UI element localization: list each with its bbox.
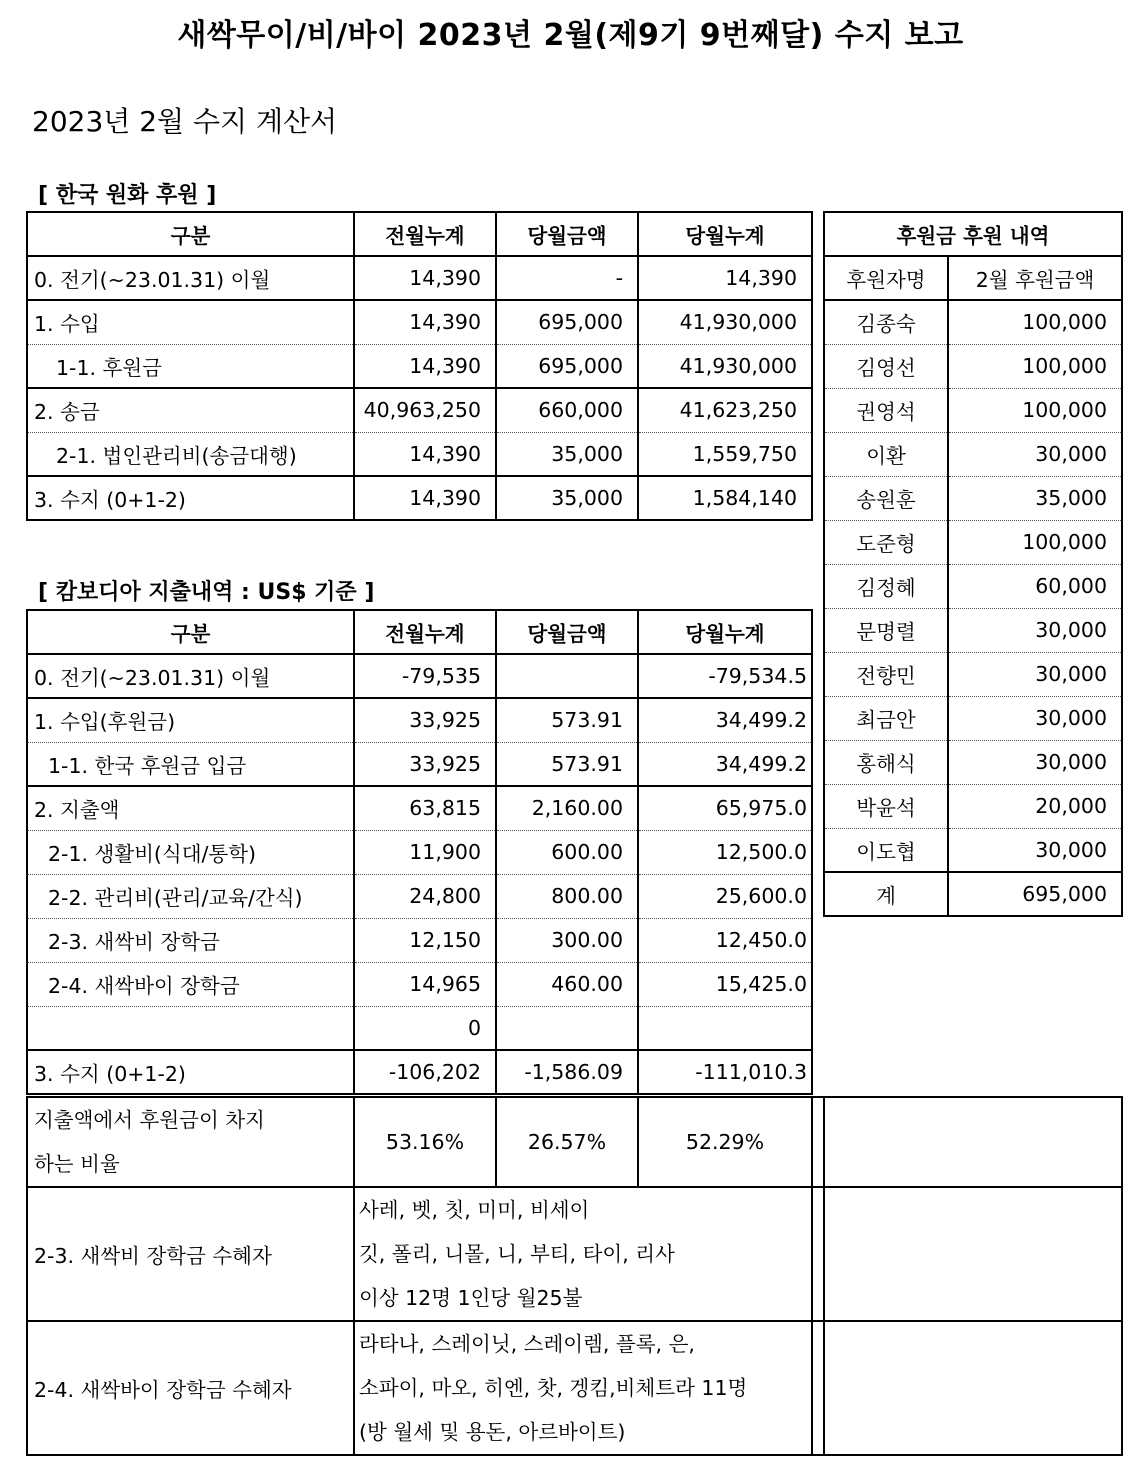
usd-row-prev: 24,800 — [354, 874, 496, 918]
krw-row-cur: 35,000 — [496, 432, 638, 476]
donor-total-label: 계 — [824, 872, 948, 916]
krw-row-total: 41,930,000 — [638, 300, 812, 344]
usd-row — [27, 654, 812, 698]
donor-name: 김영선 — [824, 344, 948, 388]
ratio-label-line1: 지출액에서 후원금이 차지 — [34, 1108, 265, 1132]
recipients-bai-list — [354, 1321, 812, 1455]
donor-row — [824, 432, 1122, 476]
donor-name: 박윤석 — [824, 784, 948, 828]
donor-row — [824, 300, 1122, 344]
usd-row-prev: 11,900 — [354, 830, 496, 874]
donor-amount: 30,000 — [948, 432, 1122, 476]
spacer-cell — [812, 1187, 824, 1321]
recipients-bi-row — [27, 1187, 1122, 1321]
usd-row-cur: 573.91 — [496, 698, 638, 742]
krw-row-label: 2-1. 법인관리비(송금대행) — [27, 432, 354, 476]
donor-row — [824, 476, 1122, 520]
usd-row-label: 2-1. 생활비(식대/통학) — [27, 830, 354, 874]
usd-row — [27, 830, 812, 874]
empty-cell — [824, 1097, 1122, 1187]
donor-amount: 20,000 — [948, 784, 1122, 828]
donor-amount: 60,000 — [948, 564, 1122, 608]
recipients-bai-row — [27, 1321, 1122, 1455]
krw-row-label: 2. 송금 — [27, 388, 354, 432]
krw-header-category: 구분 — [27, 212, 354, 256]
page-title: 새싹무이/비/바이 2023년 2월(제9기 9번째달) 수지 보고 — [177, 18, 964, 53]
donor-name: 전향민 — [824, 652, 948, 696]
krw-row-prev: 14,390 — [354, 476, 496, 520]
krw-header-row — [27, 212, 812, 256]
usd-header-category: 구분 — [27, 610, 354, 654]
donor-header-amount: 2월 후원금액 — [948, 256, 1122, 300]
ratio-cur: 26.57% — [496, 1097, 638, 1187]
krw-row-prev: 14,390 — [354, 256, 496, 300]
usd-row-total: -111,010.3 — [638, 1050, 812, 1094]
usd-row — [27, 742, 812, 786]
krw-row-label: 1. 수입 — [27, 300, 354, 344]
usd-row-label: 3. 수지 (0+1-2) — [27, 1050, 354, 1094]
usd-row-label — [27, 1006, 354, 1050]
recipients-bi-label: 2-3. 새싹비 장학금 수혜자 — [27, 1187, 354, 1321]
krw-row — [27, 432, 812, 476]
usd-row-total: 12,450.0 — [638, 918, 812, 962]
usd-row-label: 0. 전기(~23.01.31) 이월 — [27, 654, 354, 698]
donor-name: 김정혜 — [824, 564, 948, 608]
donor-amount: 100,000 — [948, 300, 1122, 344]
recipients-bi-list — [354, 1187, 812, 1321]
usd-row — [27, 786, 812, 830]
donor-amount: 100,000 — [948, 388, 1122, 432]
usd-header-total: 당월누계 — [638, 610, 812, 654]
recipients-bi-line: 이상 12명 1인당 월25불 — [359, 1286, 583, 1310]
krw-row-cur: - — [496, 256, 638, 300]
usd-row — [27, 698, 812, 742]
spacer-cell — [812, 1321, 824, 1455]
statement-subtitle: 2023년 2월 수지 계산서 — [32, 105, 338, 138]
donor-row — [824, 784, 1122, 828]
krw-row-cur: 695,000 — [496, 344, 638, 388]
recipients-bai-label: 2-4. 새싹바이 장학금 수혜자 — [27, 1321, 354, 1455]
usd-table — [26, 609, 813, 1095]
recipients-bi-line: 사레, 벳, 칫, 미미, 비세이 — [359, 1198, 590, 1222]
summary-table — [26, 1096, 1123, 1456]
donor-row — [824, 608, 1122, 652]
krw-row-prev: 14,390 — [354, 300, 496, 344]
donor-amount: 100,000 — [948, 344, 1122, 388]
ratio-label — [27, 1097, 354, 1187]
krw-row-total: 1,559,750 — [638, 432, 812, 476]
donor-name: 송원훈 — [824, 476, 948, 520]
usd-row-total: 65,975.0 — [638, 786, 812, 830]
donor-row — [824, 564, 1122, 608]
donor-amount: 30,000 — [948, 608, 1122, 652]
usd-row-total: 34,499.2 — [638, 742, 812, 786]
donor-header-row — [824, 256, 1122, 300]
donor-amount: 30,000 — [948, 740, 1122, 784]
usd-row-prev: -106,202 — [354, 1050, 496, 1094]
usd-row-prev: 33,925 — [354, 742, 496, 786]
usd-row-cur: 2,160.00 — [496, 786, 638, 830]
krw-row-prev: 40,963,250 — [354, 388, 496, 432]
krw-row-prev: 14,390 — [354, 432, 496, 476]
usd-row-cur: 573.91 — [496, 742, 638, 786]
ratio-prev: 53.16% — [354, 1097, 496, 1187]
krw-row — [27, 388, 812, 432]
usd-row-cur — [496, 1006, 638, 1050]
usd-row-label: 2-3. 새싹비 장학금 — [27, 918, 354, 962]
krw-row — [27, 344, 812, 388]
krw-row-total: 41,930,000 — [638, 344, 812, 388]
usd-section-title: [ 캄보디아 지출내역 : US$ 기준 ] — [38, 580, 375, 605]
usd-row-label: 1. 수입(후원금) — [27, 698, 354, 742]
usd-row-label: 2. 지출액 — [27, 786, 354, 830]
donor-name: 이도협 — [824, 828, 948, 872]
recipients-bi-line: 깃, 폴리, 니몰, 니, 부티, 타이, 리사 — [359, 1242, 675, 1266]
donor-name: 이환 — [824, 432, 948, 476]
donor-name: 김종숙 — [824, 300, 948, 344]
donor-name: 문명렬 — [824, 608, 948, 652]
donor-total-row — [824, 872, 1122, 916]
donor-amount: 30,000 — [948, 652, 1122, 696]
usd-row — [27, 1006, 812, 1050]
donor-header-name: 후원자명 — [824, 256, 948, 300]
donor-row — [824, 652, 1122, 696]
krw-row-cur: 35,000 — [496, 476, 638, 520]
krw-section-title: [ 한국 원화 후원 ] — [38, 183, 217, 208]
krw-row-label: 3. 수지 (0+1-2) — [27, 476, 354, 520]
usd-row — [27, 874, 812, 918]
empty-cell — [824, 1321, 1122, 1455]
krw-row-label: 0. 전기(~23.01.31) 이월 — [27, 256, 354, 300]
donor-table-title: 후원금 후원 내역 — [824, 212, 1122, 256]
krw-row-prev: 14,390 — [354, 344, 496, 388]
usd-row-cur: -1,586.09 — [496, 1050, 638, 1094]
usd-row-prev: 33,925 — [354, 698, 496, 742]
krw-row-total: 1,584,140 — [638, 476, 812, 520]
donor-amount: 30,000 — [948, 696, 1122, 740]
donor-amount: 35,000 — [948, 476, 1122, 520]
donor-name: 홍해식 — [824, 740, 948, 784]
recipients-bai-line: 소파이, 마오, 히엔, 찻, 겡킴,비체트라 11명 — [359, 1376, 748, 1400]
donor-total-amount: 695,000 — [948, 872, 1122, 916]
recipients-bai-line: (방 월세 및 용돈, 아르바이트) — [359, 1420, 626, 1444]
usd-row-prev: 0 — [354, 1006, 496, 1050]
usd-row-total: 12,500.0 — [638, 830, 812, 874]
krw-row — [27, 476, 812, 520]
donor-row — [824, 828, 1122, 872]
usd-row-total: 15,425.0 — [638, 962, 812, 1006]
krw-row-total: 41,623,250 — [638, 388, 812, 432]
usd-row — [27, 918, 812, 962]
donor-title-row — [824, 212, 1122, 256]
usd-row-prev: 63,815 — [354, 786, 496, 830]
usd-row-cur — [496, 654, 638, 698]
usd-row — [27, 1050, 812, 1094]
krw-row-cur: 695,000 — [496, 300, 638, 344]
krw-row — [27, 256, 812, 300]
usd-row-total: 25,600.0 — [638, 874, 812, 918]
krw-header-cur: 당월금액 — [496, 212, 638, 256]
donor-row — [824, 520, 1122, 564]
empty-cell — [824, 1187, 1122, 1321]
usd-row-cur: 800.00 — [496, 874, 638, 918]
recipients-bai-line: 라타나, 스레이닛, 스레이렘, 플록, 은, — [359, 1332, 695, 1356]
spacer-cell — [812, 1097, 824, 1187]
donor-amount: 100,000 — [948, 520, 1122, 564]
donor-row — [824, 740, 1122, 784]
krw-header-total: 당월누계 — [638, 212, 812, 256]
usd-row-total: -79,534.5 — [638, 654, 812, 698]
ratio-row — [27, 1097, 1122, 1187]
donor-name: 권영석 — [824, 388, 948, 432]
donor-amount: 30,000 — [948, 828, 1122, 872]
krw-row-cur: 660,000 — [496, 388, 638, 432]
krw-row-total: 14,390 — [638, 256, 812, 300]
donor-row — [824, 344, 1122, 388]
usd-row-label: 2-4. 새싹바이 장학금 — [27, 962, 354, 1006]
usd-row-cur: 460.00 — [496, 962, 638, 1006]
usd-header-row — [27, 610, 812, 654]
donor-name: 도준형 — [824, 520, 948, 564]
usd-row-label: 1-1. 한국 후원금 입금 — [27, 742, 354, 786]
usd-row-cur: 600.00 — [496, 830, 638, 874]
usd-row-total — [638, 1006, 812, 1050]
usd-row-prev: 14,965 — [354, 962, 496, 1006]
ratio-total: 52.29% — [638, 1097, 812, 1187]
donor-table — [823, 211, 1123, 917]
ratio-label-line2: 하는 비율 — [34, 1152, 120, 1176]
donor-row — [824, 388, 1122, 432]
usd-row — [27, 962, 812, 1006]
donor-name: 최금안 — [824, 696, 948, 740]
krw-row — [27, 300, 812, 344]
donor-row — [824, 696, 1122, 740]
usd-header-prev: 전월누계 — [354, 610, 496, 654]
usd-row-cur: 300.00 — [496, 918, 638, 962]
usd-row-total: 34,499.2 — [638, 698, 812, 742]
krw-table — [26, 211, 813, 521]
krw-header-prev: 전월누계 — [354, 212, 496, 256]
usd-row-label: 2-2. 관리비(관리/교육/간식) — [27, 874, 354, 918]
usd-header-cur: 당월금액 — [496, 610, 638, 654]
usd-row-prev: 12,150 — [354, 918, 496, 962]
krw-row-label: 1-1. 후원금 — [27, 344, 354, 388]
usd-row-prev: -79,535 — [354, 654, 496, 698]
